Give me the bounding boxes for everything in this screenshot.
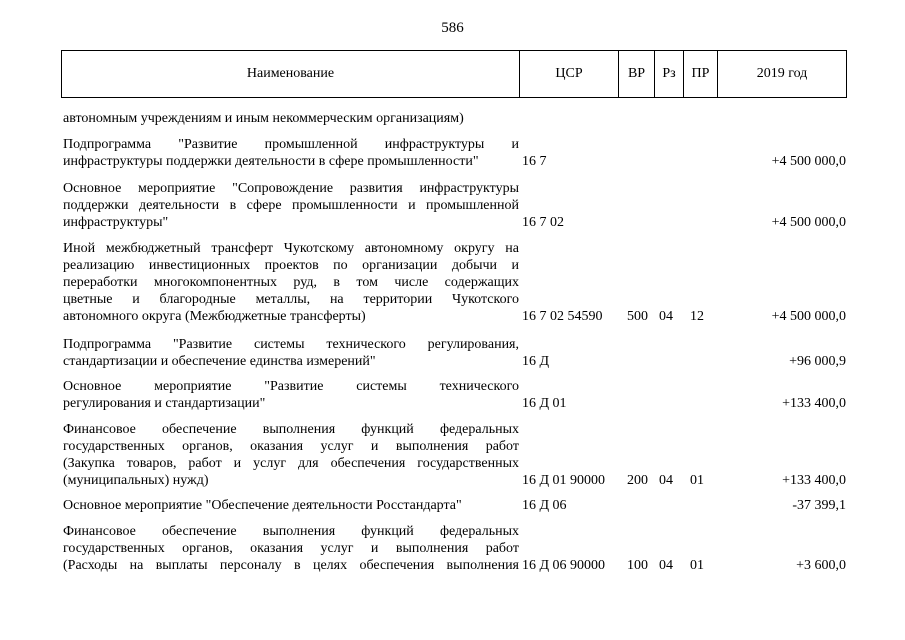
row-name-line: государственных органов, оказания услуг и выполнения работ [63, 541, 519, 556]
header-year: 2019 год [756, 66, 808, 81]
table-row [0, 523, 905, 574]
row-csr: 16 Д [522, 354, 550, 369]
row-vr: 200 [627, 473, 648, 488]
row-name [63, 336, 519, 370]
table-row [0, 136, 905, 170]
row-name [63, 110, 519, 127]
row-amount: +4 500 000,0 [771, 154, 846, 169]
table-row [0, 378, 905, 412]
row-csr: 16 Д 06 90000 [522, 558, 606, 573]
table-row [0, 497, 905, 514]
row-csr: 16 7 02 [522, 215, 564, 230]
row-name-line: государственных органов, оказания услуг и выполнения работ [63, 439, 519, 454]
row-name-line: Основное мероприятие "Сопровождение развития инфраструктуры [63, 181, 519, 196]
row-amount: +4 500 000,0 [771, 309, 846, 324]
row-rz: 04 [659, 309, 673, 324]
row-name-line: Основное мероприятие "Развитие системы технического [63, 379, 519, 394]
row-name-line: автономным учреждениям и иным некоммерческим организациям) [63, 111, 464, 126]
row-name-line: Подпрограмма "Развитие системы технического регулирования, [63, 337, 519, 352]
row-name-line: инфраструктуры поддержки деятельности в сфере промышленности" [63, 154, 479, 169]
row-vr: 100 [627, 558, 648, 573]
row-name-line: автономного округа (Межбюджетные трансферты) [63, 309, 366, 324]
row-name-line: (Расходы на выплаты персоналу в целях обеспечения выполнения [63, 558, 519, 573]
row-name-line: реализацию инвестиционных проектов по организации добычи и [63, 258, 519, 273]
row-name-line: (муниципальных) нужд) [63, 473, 209, 488]
row-name-line: стандартизации и обеспечение единства измерений" [63, 354, 376, 369]
table-row [0, 336, 905, 370]
row-name-line: Финансовое обеспечение выполнения функций федеральных [63, 524, 519, 539]
table-header [61, 50, 847, 98]
row-name-line: регулирования и стандартизации" [63, 396, 266, 411]
row-name-line: цветные и благородные металлы, на территории Чукотского [63, 292, 519, 307]
header-name: Наименование [62, 51, 520, 97]
row-name [63, 136, 519, 170]
header-rz: Рз [655, 51, 684, 97]
page-number: 586 [441, 20, 464, 36]
row-amount: +4 500 000,0 [771, 215, 846, 230]
row-name-line: Финансовое обеспечение выполнения функций федеральных [63, 422, 519, 437]
row-pr: 01 [690, 473, 704, 488]
header-pr: ПР [684, 51, 718, 97]
header-vr: ВР [619, 51, 655, 97]
row-name-line: поддержки деятельности в сфере промышленности и промышленной [63, 198, 519, 213]
row-pr: 12 [690, 309, 704, 324]
row-amount: +133 400,0 [782, 396, 846, 411]
row-name-line: переработки многокомпонентных руд, в том числе содержащих [63, 275, 519, 290]
row-name [63, 523, 519, 574]
table-row [0, 180, 905, 231]
table-row [0, 421, 905, 489]
row-csr: 16 Д 06 [522, 498, 567, 513]
row-name-line: инфраструктуры" [63, 215, 169, 230]
row-amount: +96 000,9 [789, 354, 846, 369]
row-name-line: Подпрограмма "Развитие промышленной инфраструктуры и [63, 137, 519, 152]
row-name-line: (Закупка товаров, работ и услуг для обеспечения государственных [63, 456, 519, 471]
row-csr: 16 7 [522, 154, 547, 169]
row-amount: +3 600,0 [796, 558, 846, 573]
row-amount: +133 400,0 [782, 473, 846, 488]
row-name [63, 421, 519, 489]
row-name [63, 378, 519, 412]
row-csr: 16 7 02 54590 [522, 309, 603, 324]
row-amount: -37 399,1 [792, 498, 846, 513]
row-csr: 16 Д 01 [522, 396, 567, 411]
row-name [63, 497, 519, 514]
row-pr: 01 [690, 558, 704, 573]
header-csr: ЦСР [520, 51, 619, 97]
row-name [63, 180, 519, 231]
table-row [0, 240, 905, 325]
row-rz: 04 [659, 558, 673, 573]
row-name-line: Иной межбюджетный трансферт Чукотскому автономному округу на [63, 241, 519, 256]
table-row [0, 110, 905, 127]
row-rz: 04 [659, 473, 673, 488]
row-vr: 500 [627, 309, 648, 324]
row-name [63, 240, 519, 325]
row-name-line: Основное мероприятие "Обеспечение деятельности Росстандарта" [63, 498, 462, 513]
row-csr: 16 Д 01 90000 [522, 473, 606, 488]
